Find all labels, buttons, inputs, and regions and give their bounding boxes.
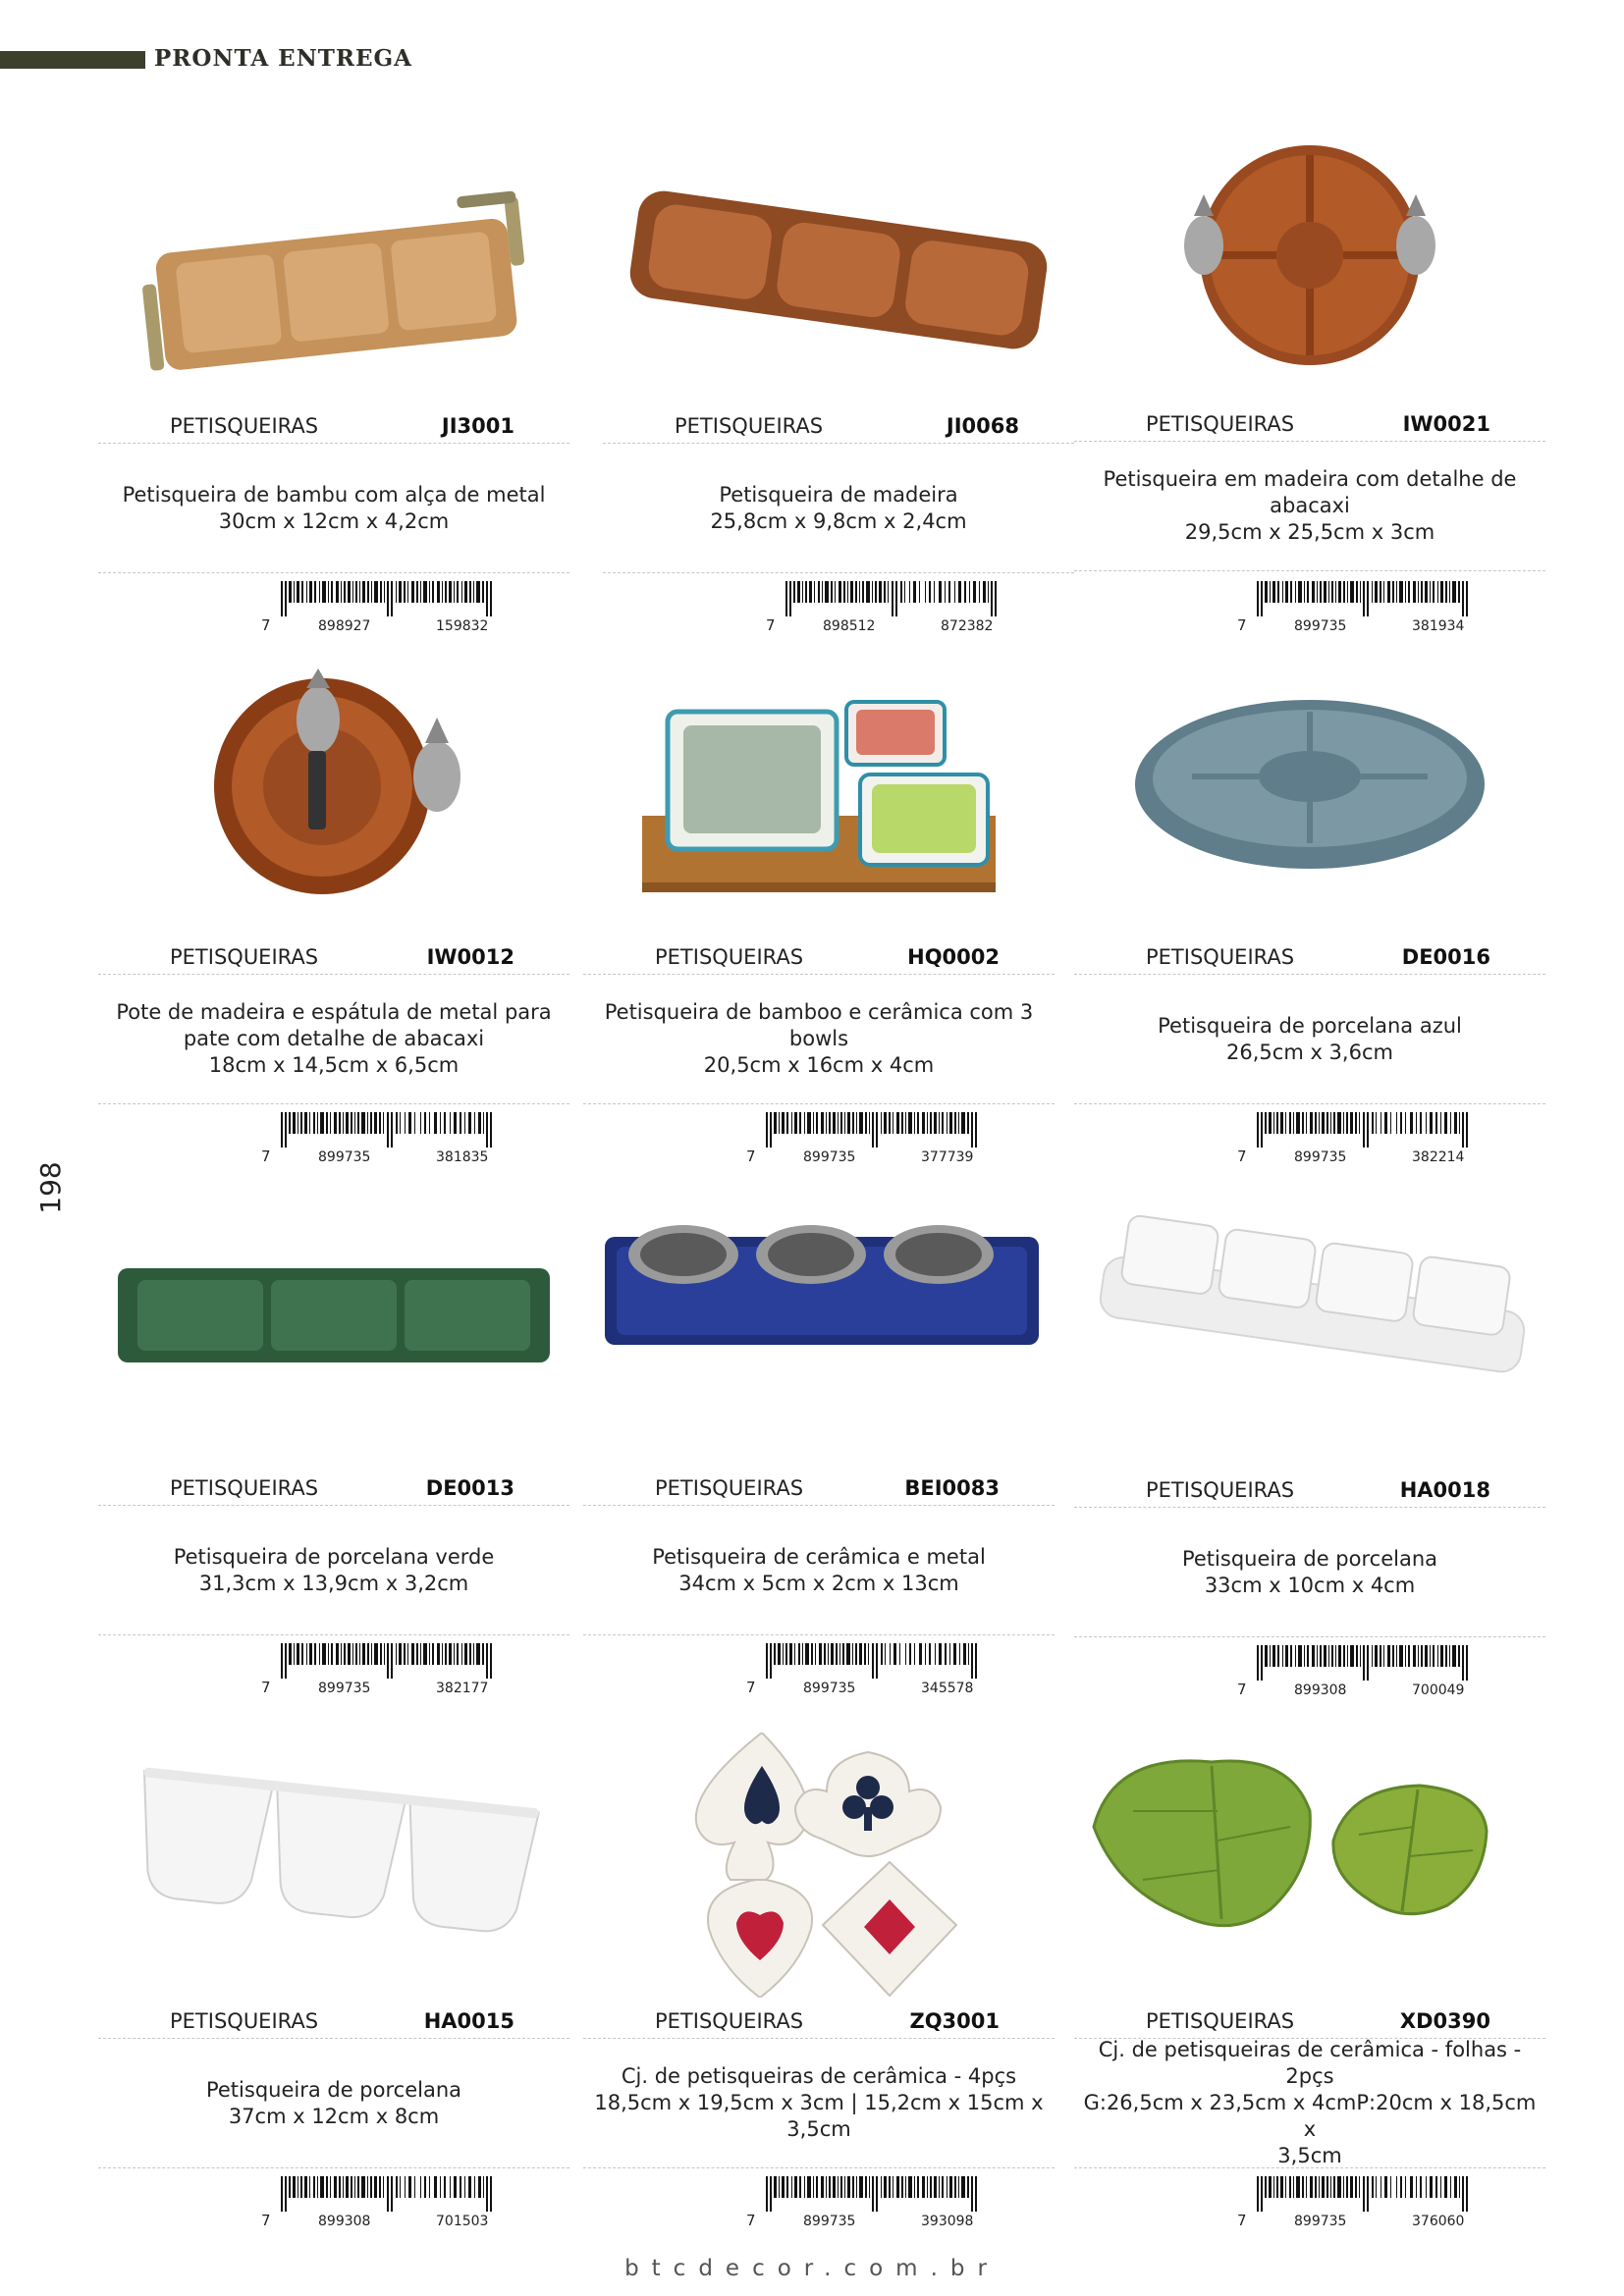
- product-category: PETISQUEIRAS: [170, 1476, 319, 1500]
- product-image: [583, 1733, 1055, 1998]
- product-code: BEI0083: [904, 1476, 1000, 1500]
- product-card: [603, 137, 1074, 669]
- product-category: PETISQUEIRAS: [655, 2009, 804, 2033]
- barcode-bars: [281, 1112, 546, 1148]
- product-code: JI0068: [946, 414, 1019, 438]
- product-card: [98, 668, 569, 1201]
- barcode: 7 899735 381934: [1237, 579, 1532, 638]
- barcode: 7 899735 382177: [261, 1641, 556, 1700]
- product-image: [98, 137, 569, 402]
- product-image: [98, 1200, 569, 1465]
- barcode: 7 899735 377739: [746, 1110, 1041, 1169]
- product-code: XD0390: [1399, 2009, 1490, 2033]
- product-description: Petisqueira de porcelana 37cm x 12cm x 8cm: [98, 2039, 569, 2168]
- product-card: [98, 1200, 569, 1732]
- product-category: PETISQUEIRAS: [675, 414, 824, 438]
- product-description: Petisqueira de madeira 25,8cm x 9,8cm x 2,4cm: [603, 444, 1074, 573]
- product-image: [98, 1733, 569, 1998]
- barcode-bars: [1257, 1645, 1522, 1681]
- barcode: 7 899735 382214: [1237, 1110, 1532, 1169]
- product-code: HA0018: [1399, 1478, 1490, 1502]
- product-code: IW0021: [1402, 412, 1490, 436]
- product-category: PETISQUEIRAS: [170, 945, 319, 969]
- product-image: [1074, 137, 1545, 402]
- product-code: DE0016: [1401, 945, 1490, 969]
- product-category: PETISQUEIRAS: [1146, 945, 1295, 969]
- product-description: Petisqueira de bambu com alça de metal 30cm x 12cm x 4,2cm: [98, 444, 569, 573]
- product-description: Petisqueira de cerâmica e metal 34cm x 5cm x 2cm x 13cm: [583, 1506, 1055, 1635]
- product-image: [583, 1200, 1055, 1465]
- product-card: [583, 1733, 1055, 2265]
- barcode: 7 898927 159832: [261, 579, 556, 638]
- barcode-bars: [1257, 2176, 1522, 2212]
- product-card: [1074, 668, 1545, 1201]
- barcode-bars: [766, 2176, 1031, 2212]
- product-category: PETISQUEIRAS: [655, 1476, 804, 1500]
- barcode: 7 899308 701503: [261, 2174, 556, 2233]
- product-category: PETISQUEIRAS: [1146, 2009, 1295, 2033]
- product-code: DE0013: [425, 1476, 514, 1500]
- barcode: 7 898512 872382: [766, 579, 1060, 638]
- product-card: [1074, 1733, 1545, 2265]
- barcode-bars: [281, 581, 546, 616]
- section-title: PRONTA ENTREGA: [154, 45, 412, 72]
- page-number: 198: [34, 1161, 67, 1214]
- product-category: PETISQUEIRAS: [655, 945, 804, 969]
- product-code: ZQ3001: [909, 2009, 1000, 2033]
- barcode-bars: [281, 1643, 546, 1679]
- product-code: JI3001: [441, 414, 514, 438]
- barcode-bars: [281, 2176, 546, 2212]
- product-description: Petisqueira de porcelana verde 31,3cm x 13,9cm x 3,2cm: [98, 1506, 569, 1635]
- product-description: Petisqueira de porcelana azul 26,5cm x 3,6cm: [1074, 975, 1545, 1104]
- barcode-bars: [1257, 1112, 1522, 1148]
- product-card: [1074, 1200, 1545, 1732]
- barcode-bars: [766, 1643, 1031, 1679]
- product-card: [98, 1733, 569, 2265]
- barcode-bars: [1257, 581, 1522, 616]
- product-image: [603, 137, 1074, 402]
- product-category: PETISQUEIRAS: [170, 2009, 319, 2033]
- product-image: [583, 668, 1055, 934]
- product-image: [1074, 1733, 1545, 1998]
- product-category: PETISQUEIRAS: [1146, 1478, 1295, 1502]
- product-description: Cj. de petisqueiras de cerâmica - folhas - 2pçs G:26,5cm x 23,5cm x 4cmP:20cm x 18,5cm x 3,5cm: [1074, 2039, 1545, 2168]
- product-card: [583, 1200, 1055, 1732]
- product-image: [1074, 1200, 1545, 1465]
- product-card: [583, 668, 1055, 1201]
- product-description: Petisqueira em madeira com detalhe de abacaxi 29,5cm x 25,5cm x 3cm: [1074, 442, 1545, 571]
- header-accent-bar: [0, 51, 145, 69]
- barcode: 7 899735 381835: [261, 1110, 556, 1169]
- product-code: HQ0002: [907, 945, 1000, 969]
- product-image: [98, 668, 569, 934]
- product-category: PETISQUEIRAS: [1146, 412, 1295, 436]
- product-card: [1074, 137, 1545, 669]
- barcode: 7 899735 393098: [746, 2174, 1041, 2233]
- footer-url[interactable]: btcdecor.com.br: [624, 2256, 1000, 2281]
- barcode-bars: [785, 581, 1051, 616]
- barcode: 7 899735 345578: [746, 1641, 1041, 1700]
- product-code: HA0015: [423, 2009, 514, 2033]
- product-card: [98, 137, 569, 669]
- product-code: IW0012: [426, 945, 514, 969]
- product-image: [1074, 668, 1545, 934]
- product-description: Petisqueira de bamboo e cerâmica com 3 bowls 20,5cm x 16cm x 4cm: [583, 975, 1055, 1104]
- barcode: 7 899735 376060: [1237, 2174, 1532, 2233]
- barcode: 7 899308 700049: [1237, 1643, 1532, 1702]
- product-description: Cj. de petisqueiras de cerâmica - 4pçs 18,5cm x 19,5cm x 3cm | 15,2cm x 15cm x 3,5cm: [583, 2039, 1055, 2168]
- product-category: PETISQUEIRAS: [170, 414, 319, 438]
- barcode-bars: [766, 1112, 1031, 1148]
- product-description: Pote de madeira e espátula de metal para pate com detalhe de abacaxi 18cm x 14,5cm x 6,5cm: [98, 975, 569, 1104]
- product-description: Petisqueira de porcelana 33cm x 10cm x 4cm: [1074, 1508, 1545, 1637]
